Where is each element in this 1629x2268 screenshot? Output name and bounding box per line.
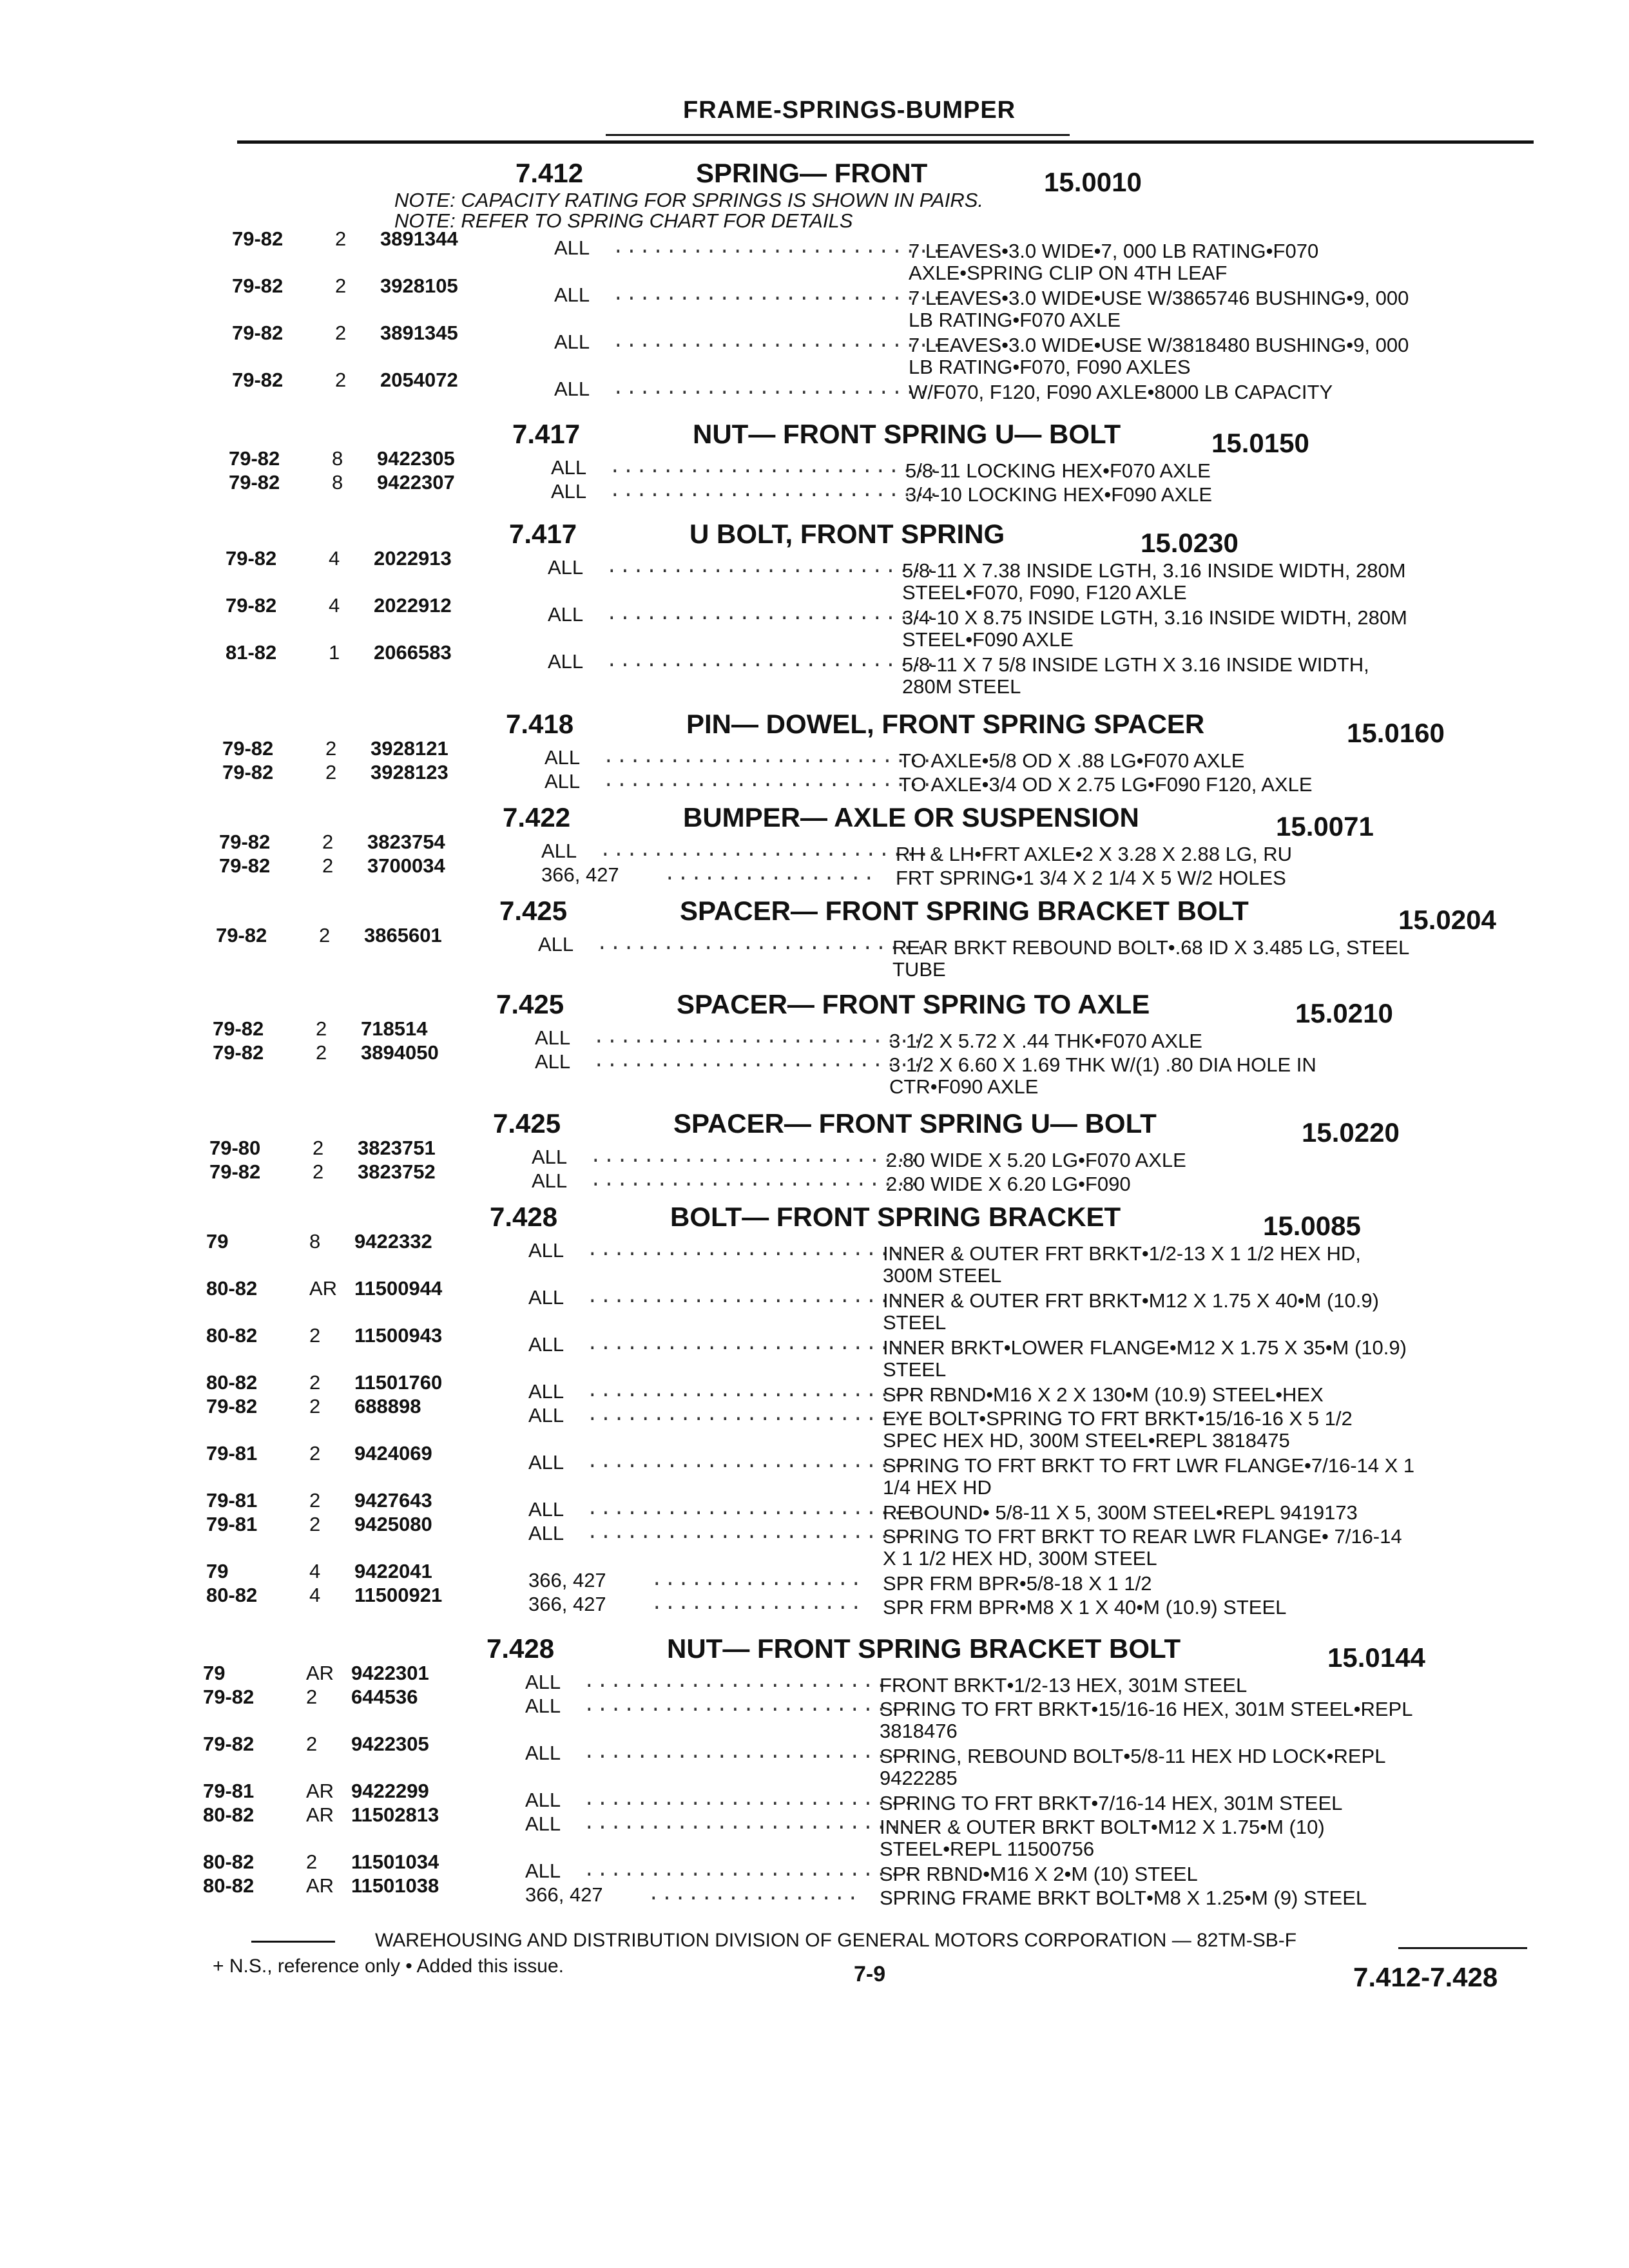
model-code: 366, 427	[541, 863, 619, 886]
model-code: ALL	[538, 933, 574, 956]
leader-dots: .........................	[583, 1742, 916, 1764]
year-range: 79-82	[226, 594, 277, 617]
quantity: 2	[309, 1395, 321, 1418]
quantity: 2	[309, 1324, 321, 1347]
year-range: 80-82	[203, 1850, 255, 1873]
page-title: FRAME-SPRINGS-BUMPER	[683, 97, 1016, 124]
footer-rule-left	[251, 1941, 335, 1943]
section-group-code: 15.0150	[1211, 428, 1309, 458]
year-range: 79-82	[229, 471, 280, 494]
section-number: 7.417	[509, 519, 577, 549]
section-title: SPACER— FRONT SPRING TO AXLE	[677, 989, 1150, 1019]
section-title: SPACER— FRONT SPRING BRACKET BOLT	[680, 896, 1249, 926]
quantity: 2	[335, 322, 347, 344]
leader-dots: .........................	[586, 1451, 919, 1474]
leader-dots: .........................	[609, 456, 941, 479]
quantity: 2	[322, 831, 334, 853]
year-range: 79-82	[213, 1017, 264, 1040]
year-range: 79-80	[209, 1137, 261, 1159]
quantity: 2	[316, 1041, 327, 1064]
model-code: ALL	[541, 840, 577, 862]
year-range: 79	[206, 1560, 229, 1582]
section-group-code: 15.0144	[1327, 1642, 1425, 1673]
leader-dots: .........................	[606, 650, 938, 673]
footer-division: WAREHOUSING AND DISTRIBUTION DIVISION OF GENERAL MOTORS CORPORATION — 82TM-SB-F	[375, 1930, 1297, 1951]
model-code: ALL	[554, 378, 590, 400]
year-range: 79-81	[206, 1442, 258, 1465]
section-note: NOTE: CAPACITY RATING FOR SPRINGS IS SHOWN IN PAIRS.	[394, 189, 984, 211]
section-title: U BOLT, FRONT SPRING	[689, 519, 1005, 549]
part-number: 11500921	[354, 1584, 443, 1606]
part-number: 9422307	[377, 471, 455, 494]
section-note: NOTE: REFER TO SPRING CHART FOR DETAILS	[394, 209, 853, 232]
model-code: ALL	[525, 1695, 561, 1717]
model-code: ALL	[525, 1742, 561, 1764]
description: SPR RBND•M16 X 2 X 130•M (10.9) STEEL•HEX	[883, 1383, 1324, 1406]
leader-dots: .........................	[586, 1380, 919, 1403]
quantity: 2	[306, 1733, 318, 1755]
description: 2.80 WIDE X 6.20 LG•F090	[886, 1173, 1131, 1195]
description: SPRING TO FRT BRKT•15/16-16 HEX, 301M STEEL•REPL 3818476	[880, 1698, 1413, 1742]
part-number: 9425080	[354, 1513, 432, 1535]
section-number: 7.418	[506, 709, 574, 739]
model-code: 366, 427	[525, 1883, 603, 1906]
leader-dots: .........................	[609, 480, 941, 503]
description: 5/8-11 X 7.38 INSIDE LGTH, 3.16 INSIDE WIDTH, 280M STEEL•F070, F090, F120 AXLE	[902, 559, 1406, 604]
section-group-code: 15.0220	[1302, 1117, 1400, 1148]
section-group-code: 15.0210	[1295, 998, 1393, 1028]
part-number: 9427643	[354, 1489, 432, 1512]
model-code: ALL	[528, 1451, 564, 1474]
year-range: 79-82	[229, 447, 280, 470]
year-range: 81-82	[226, 641, 277, 664]
part-number: 688898	[354, 1395, 421, 1418]
quantity: 2	[325, 761, 337, 783]
leader-dots: .........................	[583, 1860, 916, 1882]
leader-dots: .........................	[583, 1695, 916, 1717]
leader-dots: .........................	[583, 1812, 916, 1835]
leader-dots: .........................	[590, 1146, 922, 1168]
description: 3/4-10 LOCKING HEX•F090 AXLE	[905, 483, 1213, 506]
part-number: 3928105	[380, 274, 458, 297]
part-number: 3894050	[361, 1041, 439, 1064]
year-range: 79-82	[232, 227, 284, 250]
leader-dots: .........................	[586, 1404, 919, 1427]
description: RH & LH•FRT AXLE•2 X 3.28 X 2.88 LG, RU	[896, 843, 1293, 865]
year-range: 79-82	[216, 924, 267, 947]
description: TO AXLE•5/8 OD X .88 LG•F070 AXLE	[899, 749, 1245, 772]
model-code: ALL	[528, 1333, 564, 1356]
section-number: 7.417	[512, 419, 581, 449]
leader-dots: .........................	[612, 331, 945, 353]
year-range: 79-82	[206, 1395, 258, 1418]
description: REAR BRKT REBOUND BOLT•.68 ID X 3.485 LG, STEEL TUBE	[892, 936, 1410, 981]
model-code: 366, 427	[528, 1593, 606, 1615]
section-number: 7.422	[503, 802, 571, 832]
part-number: 9422301	[351, 1662, 429, 1684]
section-group-code: 15.0071	[1276, 811, 1374, 841]
section-number: 7.425	[493, 1108, 561, 1139]
description: SPRING TO FRT BRKT TO FRT LWR FLANGE•7/16-14 X 1 1/4 HEX HD	[883, 1454, 1415, 1499]
part-number: 9422305	[377, 447, 455, 470]
leader-dots: .........................	[586, 1522, 919, 1544]
year-range: 79-82	[213, 1041, 264, 1064]
leader-dots: .........................	[586, 1239, 919, 1262]
section-title: PIN— DOWEL, FRONT SPRING SPACER	[686, 709, 1205, 739]
leader-dots: .........................	[612, 378, 945, 400]
model-code: ALL	[525, 1671, 561, 1693]
description: SPR FRM BPR•M8 X 1 X 40•M (10.9) STEEL	[883, 1596, 1287, 1619]
quantity: 2	[309, 1513, 321, 1535]
quantity: 2	[325, 737, 337, 760]
leader-dots: .........................	[583, 1671, 916, 1693]
description: SPRING, REBOUND BOLT•5/8-11 HEX HD LOCK•REPL 9422285	[880, 1745, 1386, 1789]
year-range: 79	[203, 1662, 226, 1684]
description: 7 LEAVES•3.0 WIDE•USE W/3818480 BUSHING•9, 000 LB RATING•F070, F090 AXLES	[909, 334, 1409, 378]
year-range: 79-82	[219, 831, 271, 853]
year-range: 80-82	[206, 1371, 258, 1394]
section-group-code: 15.0085	[1263, 1211, 1361, 1241]
part-number: 11501760	[354, 1371, 443, 1394]
leader-dots: ................	[651, 1569, 863, 1591]
part-number: 9422299	[351, 1780, 429, 1802]
model-code: ALL	[554, 236, 590, 259]
part-number: 9422041	[354, 1560, 432, 1582]
model-code: ALL	[554, 331, 590, 353]
part-number: 2066583	[374, 641, 452, 664]
section-title: NUT— FRONT SPRING BRACKET BOLT	[667, 1633, 1181, 1664]
year-range: 80-82	[206, 1584, 258, 1606]
model-code: ALL	[528, 1522, 564, 1544]
year-range: 79-82	[209, 1160, 261, 1183]
part-number: 2022912	[374, 594, 452, 617]
quantity: 2	[322, 854, 334, 877]
quantity: 4	[309, 1560, 321, 1582]
part-number: 3928123	[371, 761, 448, 783]
quantity: 2	[309, 1489, 321, 1512]
section-number: 7.428	[487, 1633, 555, 1664]
quantity: 4	[309, 1584, 321, 1606]
description: 2.80 WIDE X 5.20 LG•F070 AXLE	[886, 1149, 1186, 1171]
part-number: 3700034	[367, 854, 445, 877]
quantity: AR	[306, 1780, 334, 1802]
year-range: 79-81	[206, 1513, 258, 1535]
description: INNER & OUTER FRT BRKT•M12 X 1.75 X 40•M (10.9) STEEL	[883, 1289, 1379, 1334]
year-range: 79-82	[203, 1733, 255, 1755]
part-number: 644536	[351, 1686, 418, 1708]
quantity: 2	[309, 1442, 321, 1465]
section-title: BUMPER— AXLE OR SUSPENSION	[683, 802, 1139, 832]
section-number: 7.412	[516, 158, 584, 188]
model-code: ALL	[532, 1169, 568, 1192]
part-number: 3823751	[358, 1137, 436, 1159]
section-group-code: 15.0160	[1347, 718, 1445, 748]
footer-range: 7.412-7.428	[1353, 1962, 1498, 1992]
year-range: 79-82	[232, 274, 284, 297]
description: INNER & OUTER FRT BRKT•1/2-13 X 1 1/2 HEX HD, 300M STEEL	[883, 1242, 1361, 1287]
model-code: ALL	[528, 1498, 564, 1521]
part-number: 3823752	[358, 1160, 436, 1183]
year-range: 80-82	[203, 1803, 255, 1826]
quantity: 4	[329, 547, 340, 570]
description: W/F070, F120, F090 AXLE•8000 LB CAPACITY	[909, 381, 1333, 403]
part-number: 9422332	[354, 1230, 432, 1253]
model-code: ALL	[545, 770, 581, 793]
model-code: ALL	[528, 1239, 564, 1262]
leader-dots: .........................	[606, 603, 938, 626]
description: SPR RBND•M16 X 2•M (10) STEEL	[880, 1863, 1198, 1885]
section-title: NUT— FRONT SPRING U— BOLT	[693, 419, 1121, 449]
section-group-code: 15.0204	[1398, 905, 1496, 935]
leader-dots: .........................	[593, 1050, 925, 1073]
part-number: 2022913	[374, 547, 452, 570]
leader-dots: .........................	[606, 556, 938, 579]
description: 3/4-10 X 8.75 INSIDE LGTH, 3.16 INSIDE WIDTH, 280M STEEL•F090 AXLE	[902, 606, 1407, 651]
year-range: 79-82	[222, 737, 274, 760]
year-range: 79-82	[232, 322, 284, 344]
quantity: 8	[332, 447, 343, 470]
year-range: 79-82	[219, 854, 271, 877]
description: INNER & OUTER BRKT BOLT•M12 X 1.75•M (10) STEEL•REPL 11500756	[880, 1816, 1325, 1860]
description: EYE BOLT•SPRING TO FRT BRKT•15/16-16 X 5 1/2 SPEC HEX HD, 300M STEEL•REPL 3818475	[883, 1407, 1353, 1452]
description: FRT SPRING•1 3/4 X 2 1/4 X 5 W/2 HOLES	[896, 867, 1286, 889]
model-code: ALL	[551, 456, 587, 479]
year-range: 80-82	[203, 1874, 255, 1897]
part-number: 3823754	[367, 831, 445, 853]
quantity: AR	[306, 1662, 334, 1684]
year-range: 79-81	[206, 1489, 258, 1512]
section-number: 7.425	[499, 896, 568, 926]
year-range: 79-82	[232, 369, 284, 391]
leader-dots: ................	[664, 863, 876, 886]
model-code: ALL	[528, 1380, 564, 1403]
quantity: 8	[332, 471, 343, 494]
description: SPR FRM BPR•5/8-18 X 1 1/2	[883, 1572, 1152, 1595]
footer-rule-right	[1398, 1947, 1527, 1949]
part-number: 11501038	[351, 1874, 439, 1897]
part-number: 718514	[361, 1017, 428, 1040]
quantity: 2	[316, 1017, 327, 1040]
model-code: ALL	[528, 1286, 564, 1309]
quantity: 2	[335, 369, 347, 391]
description: 7 LEAVES•3.0 WIDE•7, 000 LB RATING•F070 AXLE•SPRING CLIP ON 4TH LEAF	[909, 240, 1319, 284]
quantity: AR	[306, 1874, 334, 1897]
part-number: 2054072	[380, 369, 458, 391]
section-group-code: 15.0010	[1044, 167, 1142, 197]
leader-dots: .........................	[583, 1789, 916, 1811]
leader-dots: .........................	[612, 236, 945, 259]
section-title: SPRING— FRONT	[696, 158, 928, 188]
leader-dots: ................	[651, 1593, 863, 1615]
quantity: AR	[309, 1277, 338, 1300]
model-code: ALL	[525, 1812, 561, 1835]
leader-dots: .........................	[593, 1026, 925, 1049]
year-range: 79-82	[226, 547, 277, 570]
description: SPRING TO FRT BRKT•7/16-14 HEX, 301M STEEL	[880, 1792, 1343, 1814]
model-code: ALL	[548, 603, 584, 626]
leader-dots: .........................	[612, 284, 945, 306]
description: FRONT BRKT•1/2-13 HEX, 301M STEEL	[880, 1674, 1248, 1696]
model-code: 366, 427	[528, 1569, 606, 1591]
year-range: 79-81	[203, 1780, 255, 1802]
model-code: ALL	[551, 480, 587, 503]
year-range: 79	[206, 1230, 229, 1253]
description: INNER BRKT•LOWER FLANGE•M12 X 1.75 X 35•M (10.9) STEEL	[883, 1336, 1407, 1381]
quantity: 2	[306, 1686, 318, 1708]
part-number: 11502813	[351, 1803, 439, 1826]
description: TO AXLE•3/4 OD X 2.75 LG•F090 F120, AXLE	[899, 773, 1313, 796]
model-code: ALL	[554, 284, 590, 306]
model-code: ALL	[548, 650, 584, 673]
model-code: ALL	[525, 1860, 561, 1882]
year-range: 79-82	[222, 761, 274, 783]
leader-dots: .........................	[602, 746, 935, 769]
part-number: 3891345	[380, 322, 458, 344]
description: REBOUND• 5/8-11 X 5, 300M STEEL•REPL 9419173	[883, 1501, 1358, 1524]
quantity: AR	[306, 1803, 334, 1826]
quantity: 4	[329, 594, 340, 617]
part-number: 9424069	[354, 1442, 432, 1465]
model-code: ALL	[535, 1050, 571, 1073]
leader-dots: .........................	[586, 1286, 919, 1309]
part-number: 11500944	[354, 1277, 443, 1300]
section-group-code: 15.0230	[1141, 528, 1239, 558]
description: 5/8-11 LOCKING HEX•F070 AXLE	[905, 459, 1211, 482]
section-number: 7.428	[490, 1202, 558, 1232]
title-rule	[237, 140, 1534, 144]
description: 3 1/2 X 5.72 X .44 THK•F070 AXLE	[889, 1030, 1202, 1052]
leader-dots: .........................	[596, 933, 929, 956]
model-code: ALL	[532, 1146, 568, 1168]
section-title: BOLT— FRONT SPRING BRACKET	[670, 1202, 1121, 1232]
leader-dots: .........................	[599, 840, 932, 862]
part-number: 9422305	[351, 1733, 429, 1755]
description: 3 1/2 X 6.60 X 1.69 THK W/(1) .80 DIA HOLE IN CTR•F090 AXLE	[889, 1053, 1316, 1098]
description: SPRING FRAME BRKT BOLT•M8 X 1.25•M (9) STEEL	[880, 1887, 1367, 1909]
description: 7 LEAVES•3.0 WIDE•USE W/3865746 BUSHING•9, 000 LB RATING•F070 AXLE	[909, 287, 1409, 331]
year-range: 80-82	[206, 1277, 258, 1300]
year-range: 80-82	[206, 1324, 258, 1347]
part-number: 3928121	[371, 737, 448, 760]
quantity: 2	[335, 274, 347, 297]
part-number: 3891344	[380, 227, 458, 250]
footer-page-number: 7-9	[854, 1962, 886, 1986]
model-code: ALL	[548, 556, 584, 579]
leader-dots: .........................	[586, 1498, 919, 1521]
quantity: 2	[313, 1137, 324, 1159]
description: 5/8-11 X 7 5/8 INSIDE LGTH X 3.16 INSIDE WIDTH, 280M STEEL	[902, 653, 1369, 698]
quantity: 8	[309, 1230, 321, 1253]
model-code: ALL	[535, 1026, 571, 1049]
footer-legend: + N.S., reference only • Added this issue.	[213, 1956, 564, 1977]
part-number: 3865601	[364, 924, 442, 947]
quantity: 2	[309, 1371, 321, 1394]
model-code: ALL	[528, 1404, 564, 1427]
model-code: ALL	[545, 746, 581, 769]
section-title: SPACER— FRONT SPRING U— BOLT	[673, 1108, 1157, 1139]
description: SPRING TO FRT BRKT TO REAR LWR FLANGE• 7/16-14 X 1 1/2 HEX HD, 300M STEEL	[883, 1525, 1402, 1570]
quantity: 2	[313, 1160, 324, 1183]
section-number: 7.425	[496, 989, 564, 1019]
title-underline	[606, 134, 1070, 136]
part-number: 11501034	[351, 1850, 439, 1873]
leader-dots: .........................	[602, 770, 935, 793]
model-code: ALL	[525, 1789, 561, 1811]
quantity: 2	[335, 227, 347, 250]
leader-dots: .........................	[590, 1169, 922, 1192]
year-range: 79-82	[203, 1686, 255, 1708]
leader-dots: ................	[648, 1883, 860, 1906]
quantity: 2	[306, 1850, 318, 1873]
quantity: 2	[319, 924, 331, 947]
leader-dots: .........................	[586, 1333, 919, 1356]
quantity: 1	[329, 641, 340, 664]
part-number: 11500943	[354, 1324, 443, 1347]
